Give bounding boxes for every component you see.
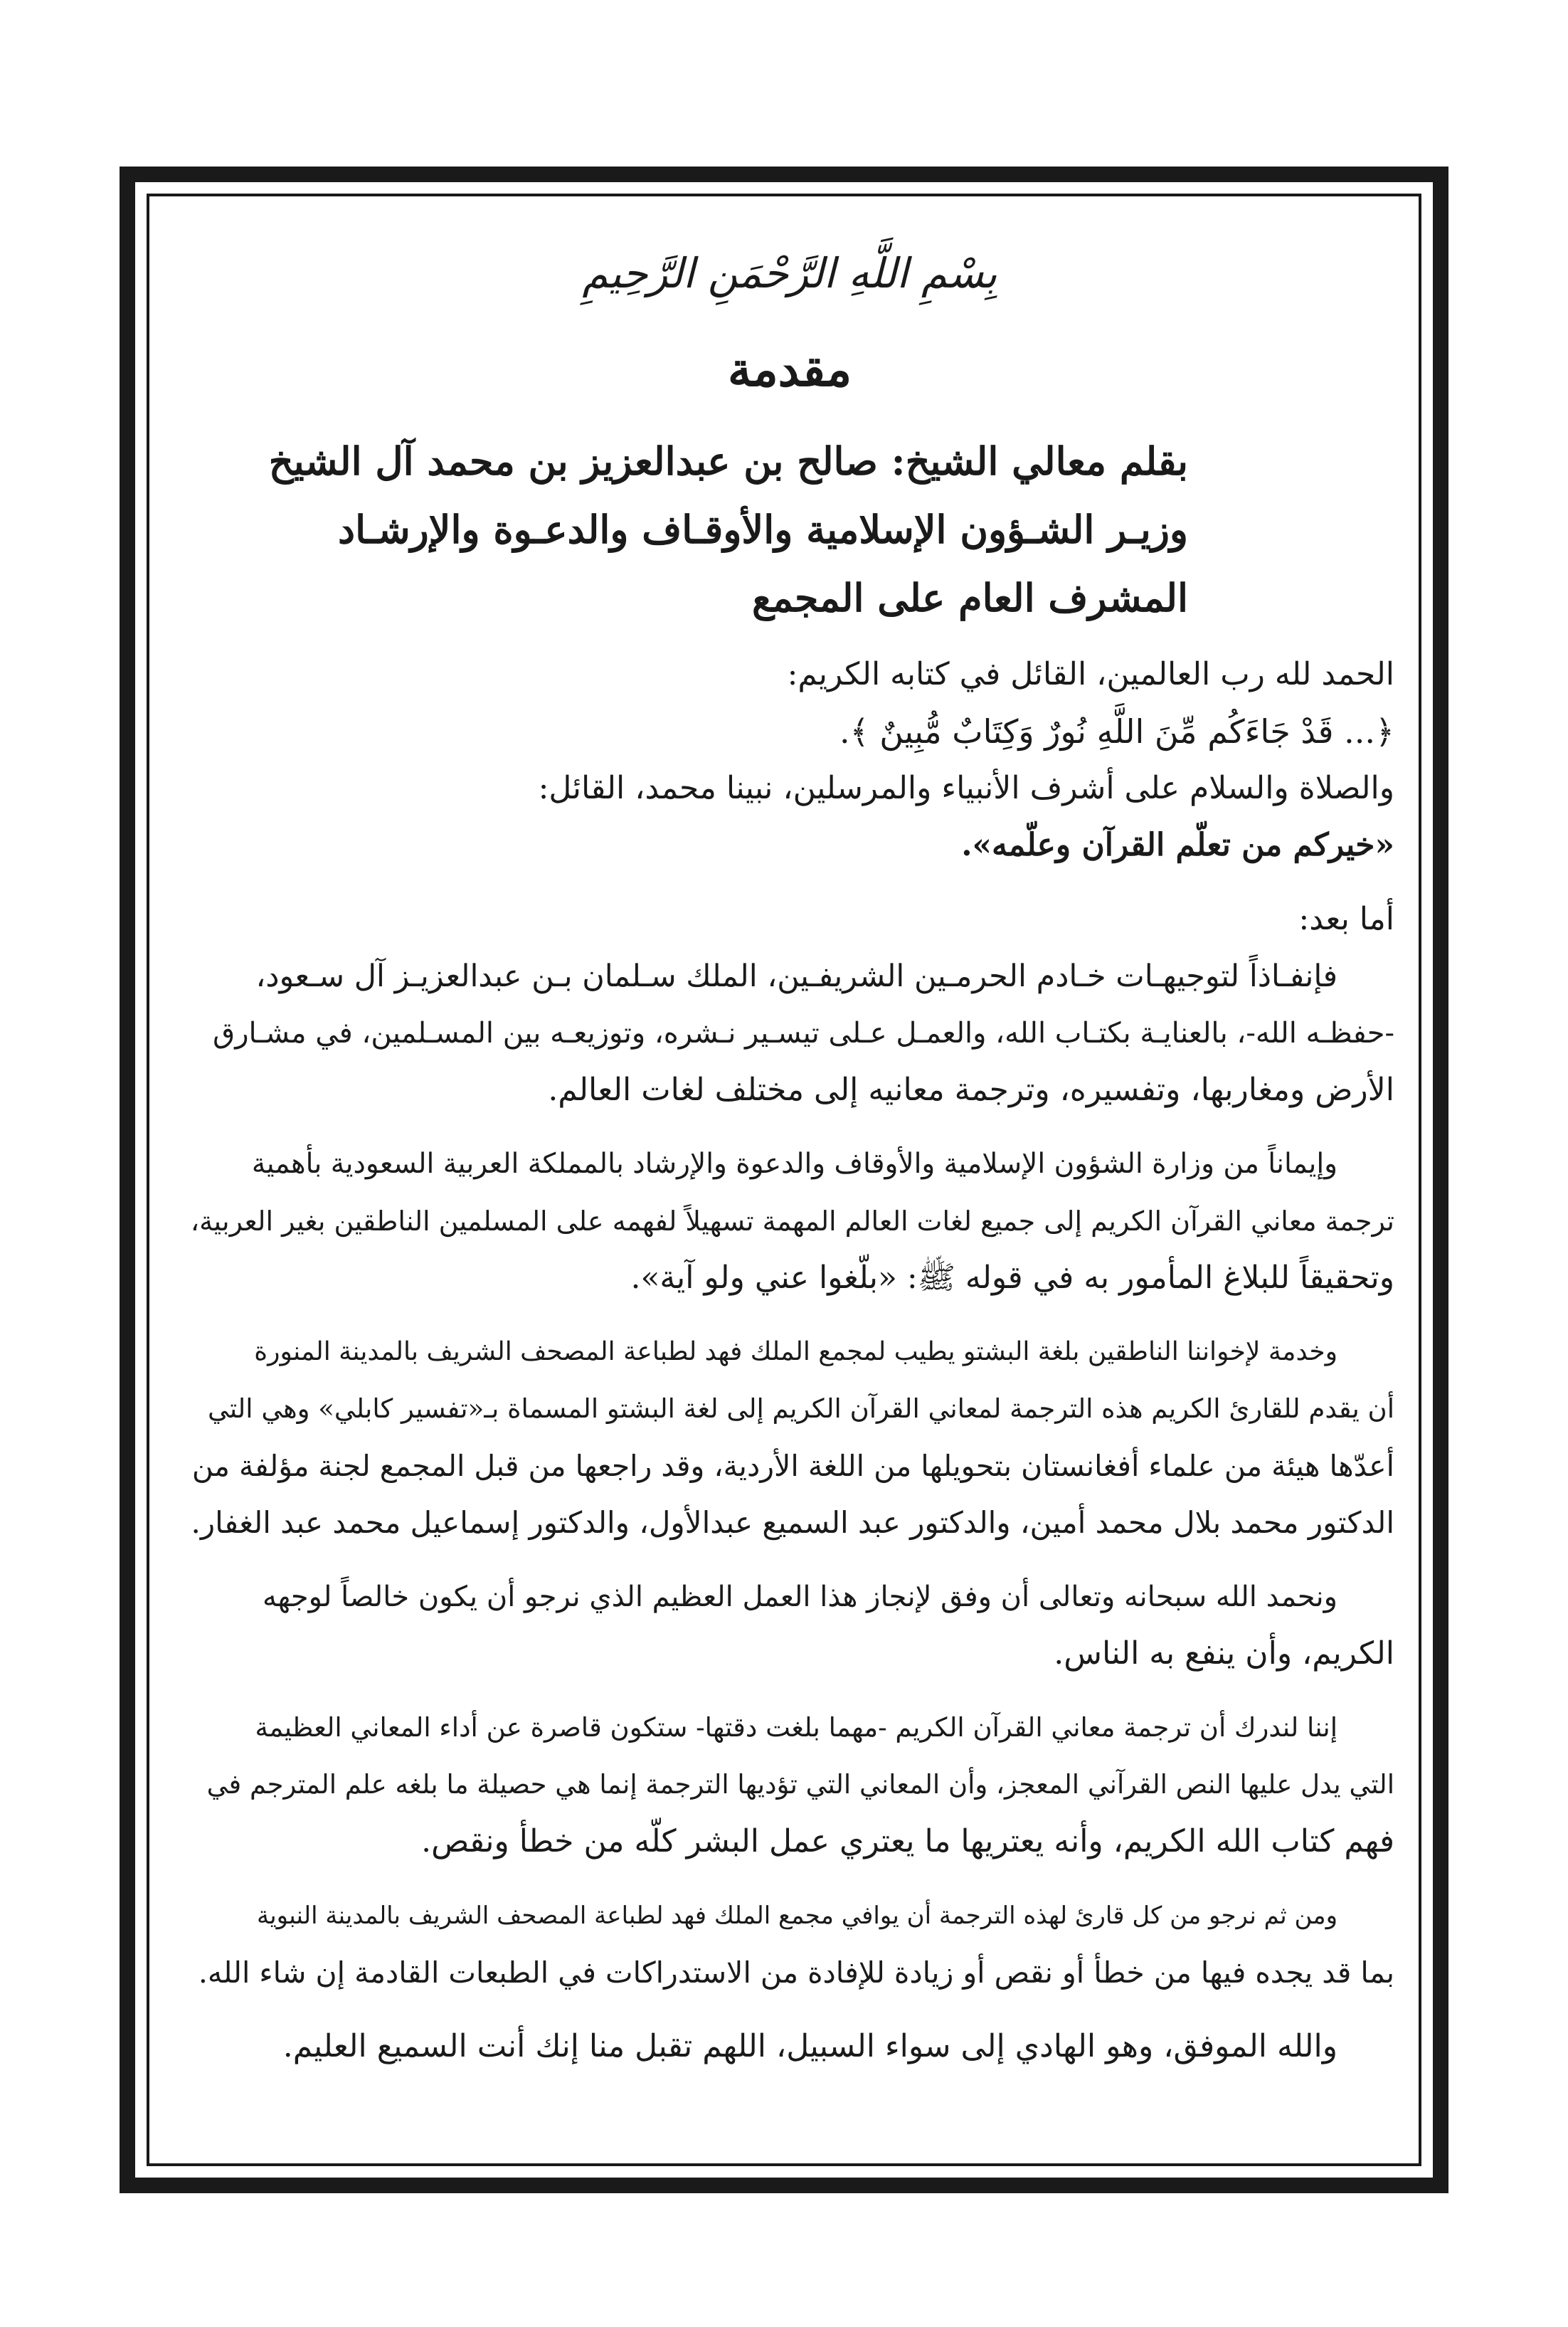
author-block <box>268 427 1188 632</box>
author-line: المشرف العام على المجمع <box>751 575 1188 621</box>
paragraph-line: فهم كتاب الله الكريم، وأنه يعتريها ما يعتري عمل البشر كلّه من خطأ ونقص. <box>421 1823 1394 1859</box>
paragraph-line: فإنفـاذاً لتوجيهـات خـادم الحرمـين الشريفـين، الملك سـلمان بـن عبدالعزيـز آل سـعود، <box>255 959 1337 994</box>
paragraph-line: الدكتور محمد بلال محمد أمين، والدكتور عبد السميع عبدالأول، والدكتور إسماعيل محمد عبد الغفار. <box>191 1505 1394 1540</box>
amma-baad: أما بعد: <box>1298 901 1394 937</box>
paragraph-line: بما قد يجده فيها من خطأ أو نقص أو زيادة للإفادة من الاستدراكات في الطبعات القادمة إن شاء الله. <box>198 1956 1394 1990</box>
paragraph-line: الأرض ومغاربها، وتفسيره، وترجمة معانيه إلى مختلف لغات العالم. <box>548 1072 1394 1108</box>
paragraph-opening: الحمد لله رب العالمين، القائل في كتابه الكريم: <box>787 656 1394 692</box>
paragraph-line: ترجمة معاني القرآن الكريم إلى جميع لغات العالم المهمة تسهيلاً لفهمه على المسلمين الناطقين بغير العربية، <box>190 1205 1394 1237</box>
basmala-calligraphy: بِسْمِ اللَّهِ الرَّحْمَنِ الرَّحِيمِ <box>582 249 997 297</box>
author-line: بقلم معالي الشيخ: صالح بن عبدالعزيز بن محمد آل الشيخ <box>268 438 1188 484</box>
quran-verse: ﴿... قَدْ جَاءَكُم مِّنَ اللَّهِ نُورٌ وَكِتَابٌ مُّبِينٌ ﴾. <box>839 712 1394 751</box>
paragraph-line: أعدّها هيئة من علماء أفغانستان بتحويلها من اللغة الأردية، وقد راجعها من قبل المجمع لجنة مؤلفة من <box>191 1449 1394 1483</box>
paragraph-line: التي يدل عليها النص القرآني المعجز، وأن المعاني التي تؤديها الترجمة إنما هي حصيلة ما بلغه علم المترجم في <box>206 1769 1394 1800</box>
paragraph-line: إننا لندرك أن ترجمة معاني القرآن الكريم -مهما بلغت دقتها- ستكون قاصرة عن أداء المعاني العظيمة <box>255 1712 1337 1743</box>
page-title: مقدمة <box>727 342 852 397</box>
author-line: وزيـر الشـؤون الإسلامية والأوقـاف والدعـوة والإرشـاد <box>338 507 1188 552</box>
paragraph-line: الكريم، وأن ينفع به الناس. <box>1054 1635 1394 1672</box>
document-page <box>185 235 1394 2142</box>
paragraph-salutation: والصلاة والسلام على أشرف الأنبياء والمرسلين، نبينا محمد، القائل: <box>538 770 1394 806</box>
paragraph-line: وإيماناً من وزارة الشؤون الإسلامية والأوقاف والدعوة والإرشاد بالمملكة العربية السعودية بأهمية <box>251 1148 1337 1180</box>
paragraph-line: أن يقدم للقارئ الكريم هذه الترجمة لمعاني القرآن الكريم إلى لغة البشتو المسماة بـ«تفسير كابلي» وهي التي <box>208 1393 1394 1424</box>
paragraph-line: وخدمة لإخواننا الناطقين بلغة البشتو يطيب لمجمع الملك فهد لطباعة المصحف الشريف بالمدينة المنورة <box>254 1337 1337 1366</box>
paragraph-line: -حفظـه الله-، بالعنايـة بكتـاب الله، والعمـل عـلى تيسـير نـشره، وتوزيعـه بين المسـلمين، في مشـارق <box>213 1017 1394 1050</box>
body-text <box>185 646 1394 2075</box>
hadith-quote: «خيركم من تعلّم القرآن وعلّمه». <box>961 827 1394 863</box>
paragraph-line: وتحقيقاً للبلاغ المأمور به في قوله ﷺ: «بلّغوا عني ولو آية». <box>630 1260 1394 1296</box>
paragraph-line: ونحمد الله سبحانه وتعالى أن وفق لإنجاز هذا العمل العظيم الذي نرجو أن يكون خالصاً لوجهه <box>263 1581 1337 1613</box>
paragraph-closing: والله الموفق، وهو الهادي إلى سواء السبيل، اللهم تقبل منا إنك أنت السميع العليم. <box>282 2028 1337 2064</box>
paragraph-line: ومن ثم نرجو من كل قارئ لهذه الترجمة أن يوافي مجمع الملك فهد لطباعة المصحف الشريف بالمدينة النبوية <box>256 1901 1337 1930</box>
